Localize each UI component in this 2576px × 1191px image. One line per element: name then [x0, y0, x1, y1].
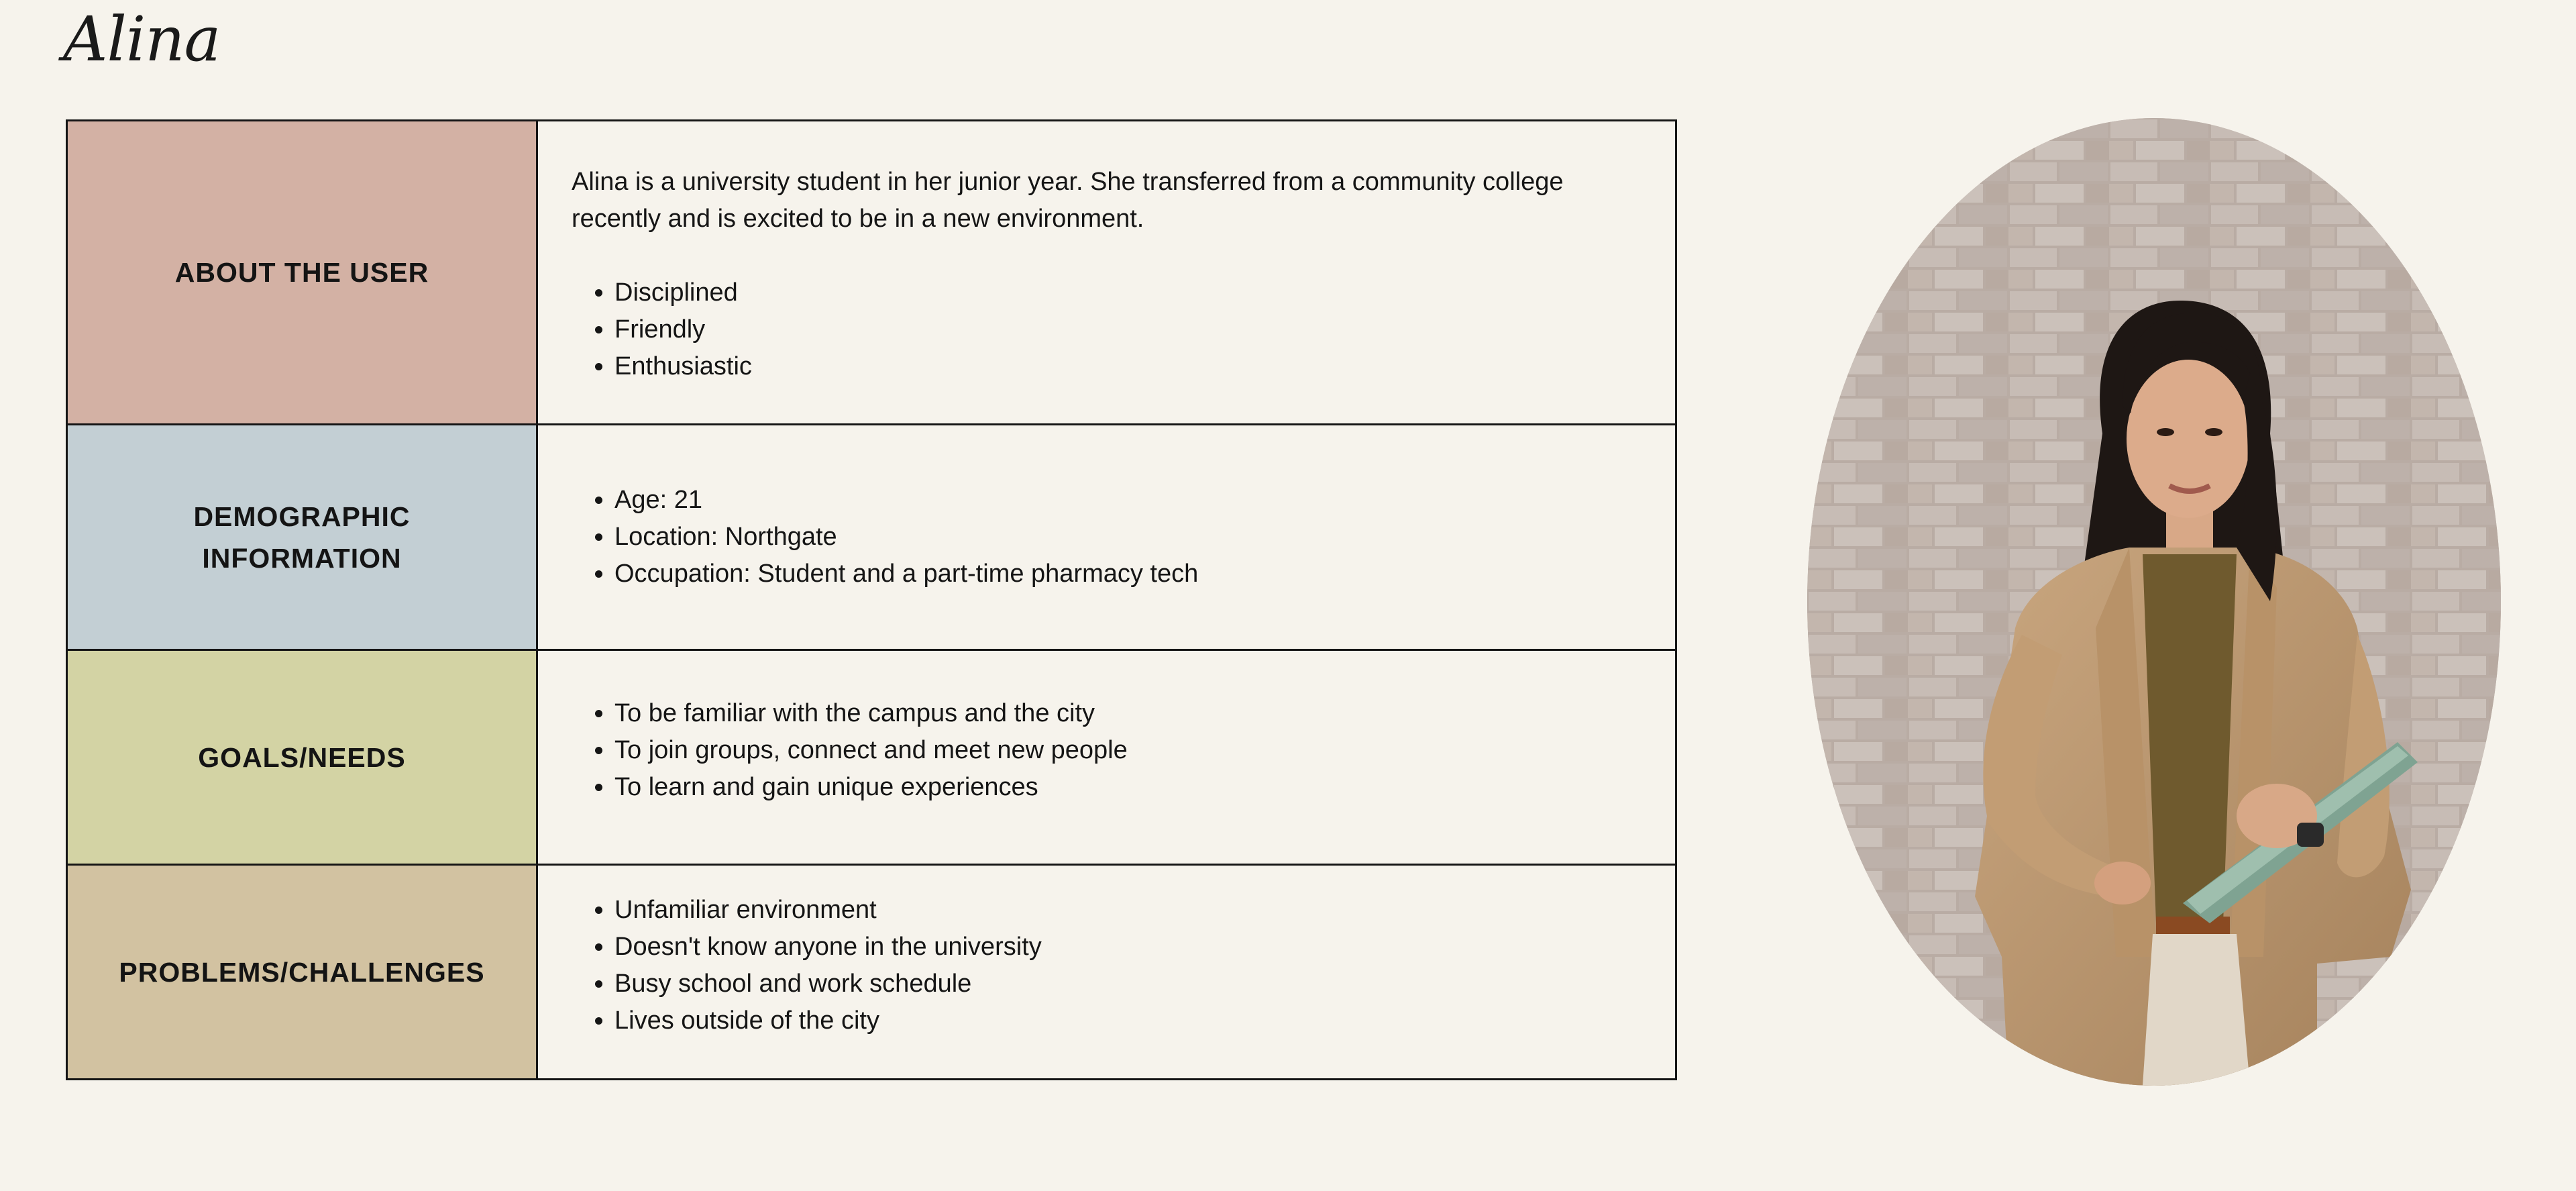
- list-item: • Lives outside of the city: [614, 1002, 1648, 1039]
- persona-photo: [1807, 118, 2501, 1086]
- demographic-list: [572, 482, 1648, 592]
- goals-label: [67, 650, 537, 865]
- persona-name: Alina: [63, 3, 221, 75]
- goals-row: [67, 650, 1676, 865]
- persona-table: [66, 119, 1677, 1080]
- problems-label-text: PROBLEMS/CHALLENGES: [119, 956, 485, 988]
- demographic-content: [537, 425, 1676, 650]
- goals-content: [537, 650, 1676, 865]
- list-item: • Occupation: Student and a part-time pharmacy tech: [614, 556, 1648, 592]
- about-content: [537, 121, 1676, 425]
- about-row: [67, 121, 1676, 425]
- list-item: • To learn and gain unique experiences: [614, 769, 1648, 806]
- list-item: • Enthusiastic: [614, 348, 1648, 385]
- about-traits-list: [572, 274, 1648, 385]
- list-item: • Disciplined: [614, 274, 1648, 311]
- list-item: • Unfamiliar environment: [614, 892, 1648, 929]
- demographic-label-line2: INFORMATION: [202, 542, 402, 574]
- problems-label: [67, 865, 537, 1080]
- problems-row: [67, 865, 1676, 1080]
- goals-list: [572, 695, 1648, 806]
- about-label: [67, 121, 537, 425]
- list-item: • Friendly: [614, 311, 1648, 348]
- list-item: • Location: Northgate: [614, 519, 1648, 556]
- demographic-label-line1: DEMOGRAPHIC: [193, 501, 411, 532]
- problems-list: [572, 892, 1648, 1039]
- demographic-label: [67, 425, 537, 650]
- list-item: • Busy school and work schedule: [614, 966, 1648, 1002]
- list-item: • To be familiar with the campus and the city: [614, 695, 1648, 732]
- goals-label-text: GOALS/NEEDS: [198, 741, 406, 773]
- about-label-text: ABOUT THE USER: [174, 257, 429, 288]
- list-item: • Age: 21: [614, 482, 1648, 519]
- demographic-row: [67, 425, 1676, 650]
- problems-content: [537, 865, 1676, 1080]
- list-item: • Doesn't know anyone in the university: [614, 929, 1648, 966]
- list-item: • To join groups, connect and meet new people: [614, 732, 1648, 769]
- about-description: Alina is a university student in her junior year. She transferred from a community college recently and is excited to be in a new environment.: [572, 168, 1564, 233]
- woman-holding-tablet-photo: [1807, 118, 2501, 1086]
